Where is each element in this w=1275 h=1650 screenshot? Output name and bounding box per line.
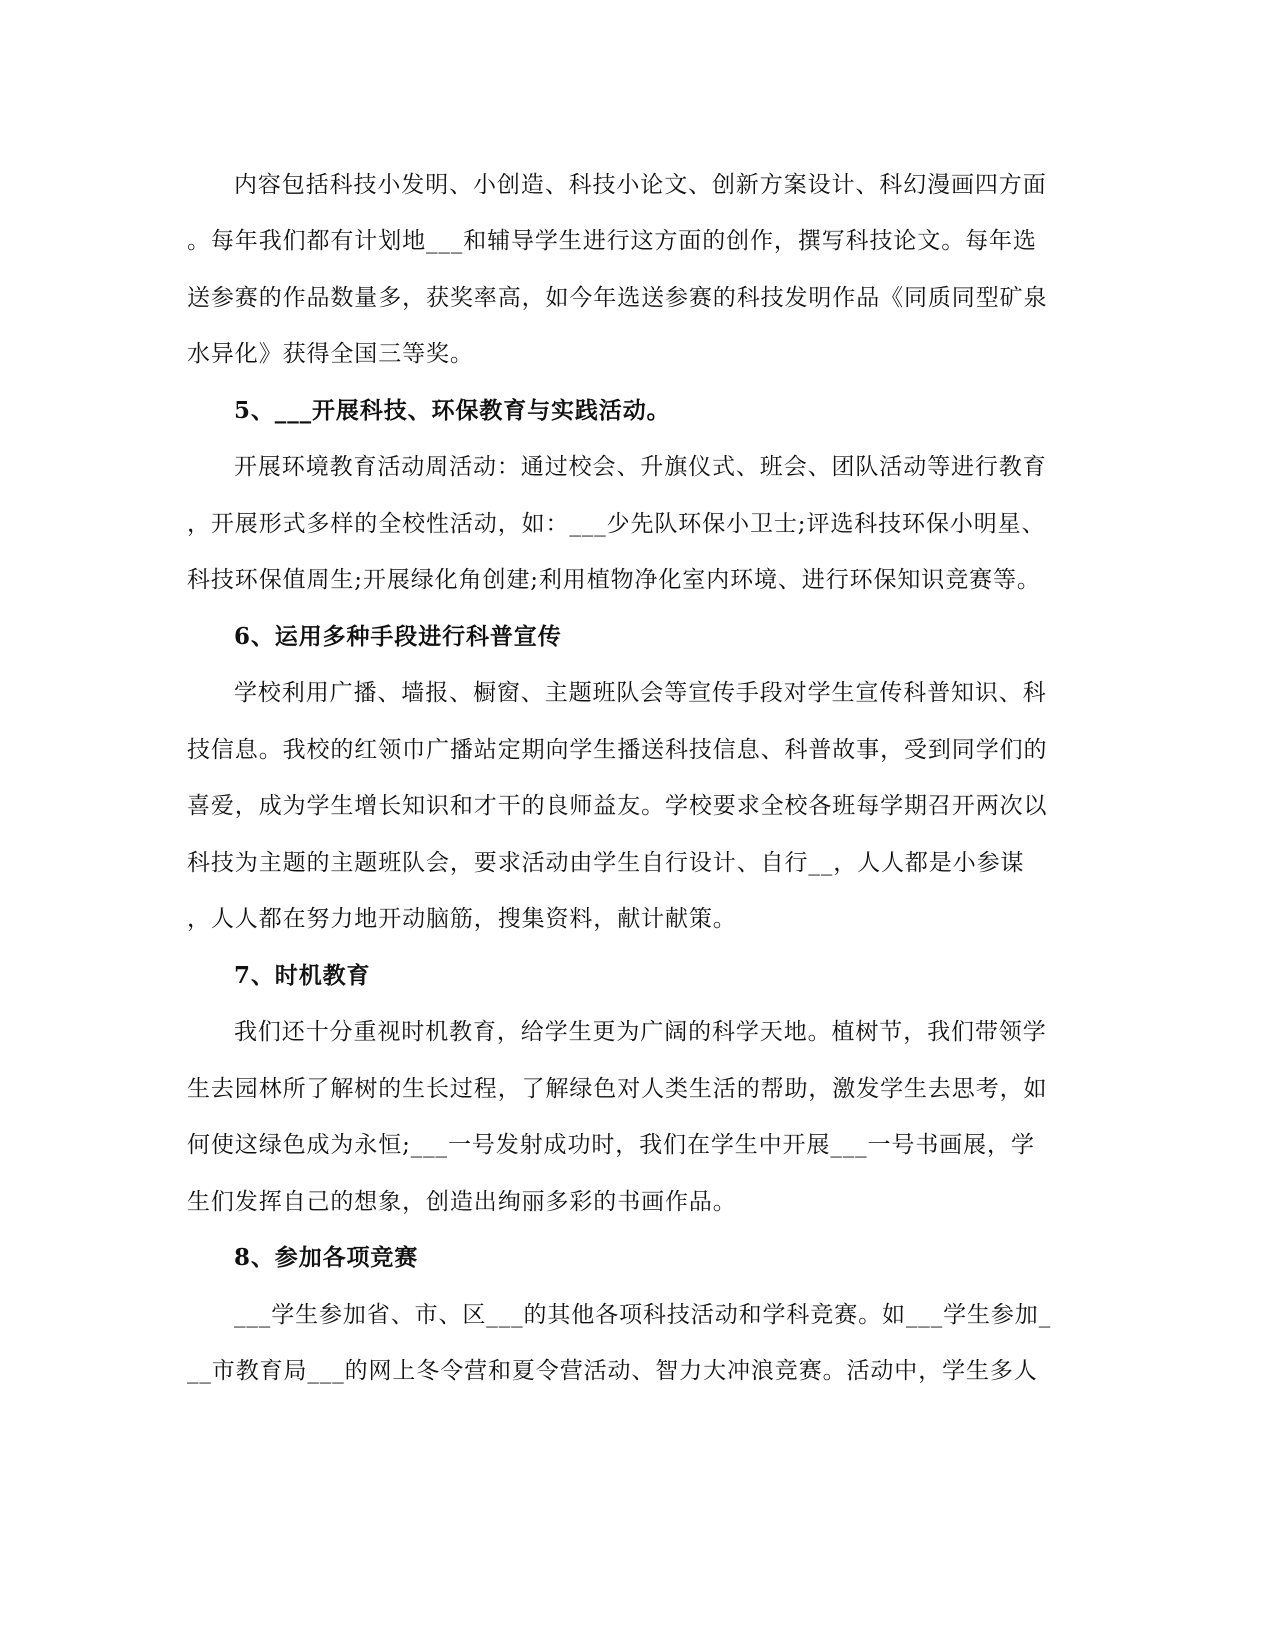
paragraph-line: 开展环境教育活动周活动：通过校会、升旗仪式、班会、团队活动等进行教育 <box>234 454 1047 480</box>
paragraph-line: 喜爱，成为学生增长知识和才干的良师益友。学校要求全校各班每学期召开两次以 <box>187 793 1048 819</box>
paragraph-line: 技信息。我校的红领巾广播站定期向学生播送科技信息、科普故事，受到同学们的 <box>187 737 1048 763</box>
paragraph-line: 生去园林所了解树的生长过程，了解绿色对人类生活的帮助，激发学生去思考，如 <box>187 1076 1048 1102</box>
paragraph-line: ，人人都在努力地开动脑筋，搜集资料，献计献策。 <box>187 906 737 932</box>
section-heading-8: 8、参加各项竞赛 <box>234 1244 419 1271</box>
paragraph-line: 内容包括科技小发明、小创造、科技小论文、创新方案设计、科幻漫画四方面 <box>234 172 1047 198</box>
paragraph-line: 。每年我们都有计划地___和辅导学生进行这方面的创作，撰写科技论文。每年选 <box>187 228 1037 254</box>
paragraph-line: ，开展形式多样的全校性活动，如：___少先队环保小卫士;评选科技环保小明星、 <box>187 511 1046 537</box>
paragraph-line: 水异化》获得全国三等奖。 <box>187 341 474 367</box>
section-heading-6: 6、运用多种手段进行科普宣传 <box>234 623 562 650</box>
paragraph-line: 何使这绿色成为永恒;___一号发射成功时，我们在学生中开展___一号书画展，学 <box>187 1132 1035 1158</box>
paragraph-line: 生们发挥自己的想象，创造出绚丽多彩的书画作品。 <box>187 1189 737 1215</box>
section-heading-5: 5、___开展科技、环保教育与实践活动。 <box>234 397 671 424</box>
paragraph-line: 科技环保值周生;开展绿化角创建;利用植物净化室内环境、进行环保知识竞赛等。 <box>187 567 1041 593</box>
paragraph-line: 送参赛的作品数量多，获奖率高，如今年选送参赛的科技发明作品《同质同型矿泉 <box>187 285 1048 311</box>
paragraph-line: 我们还十分重视时机教育，给学生更为广阔的科学天地。植树节，我们带领学 <box>234 1019 1047 1045</box>
paragraph-line: 学校利用广播、墙报、橱窗、主题班队会等宣传手段对学生宣传科普知识、科 <box>234 680 1047 706</box>
paragraph-line: 科技为主题的主题班队会，要求活动由学生自行设计、自行__，人人都是小参谋 <box>187 850 1025 876</box>
paragraph-line: ___学生参加省、市、区___的其他各项科技活动和学科竞赛。如___学生参加_ <box>234 1302 1052 1328</box>
section-heading-7: 7、时机教育 <box>234 962 371 989</box>
paragraph-line: __市教育局___的网上冬令营和夏令营活动、智力大冲浪竞赛。活动中，学生多人 <box>187 1358 1038 1384</box>
